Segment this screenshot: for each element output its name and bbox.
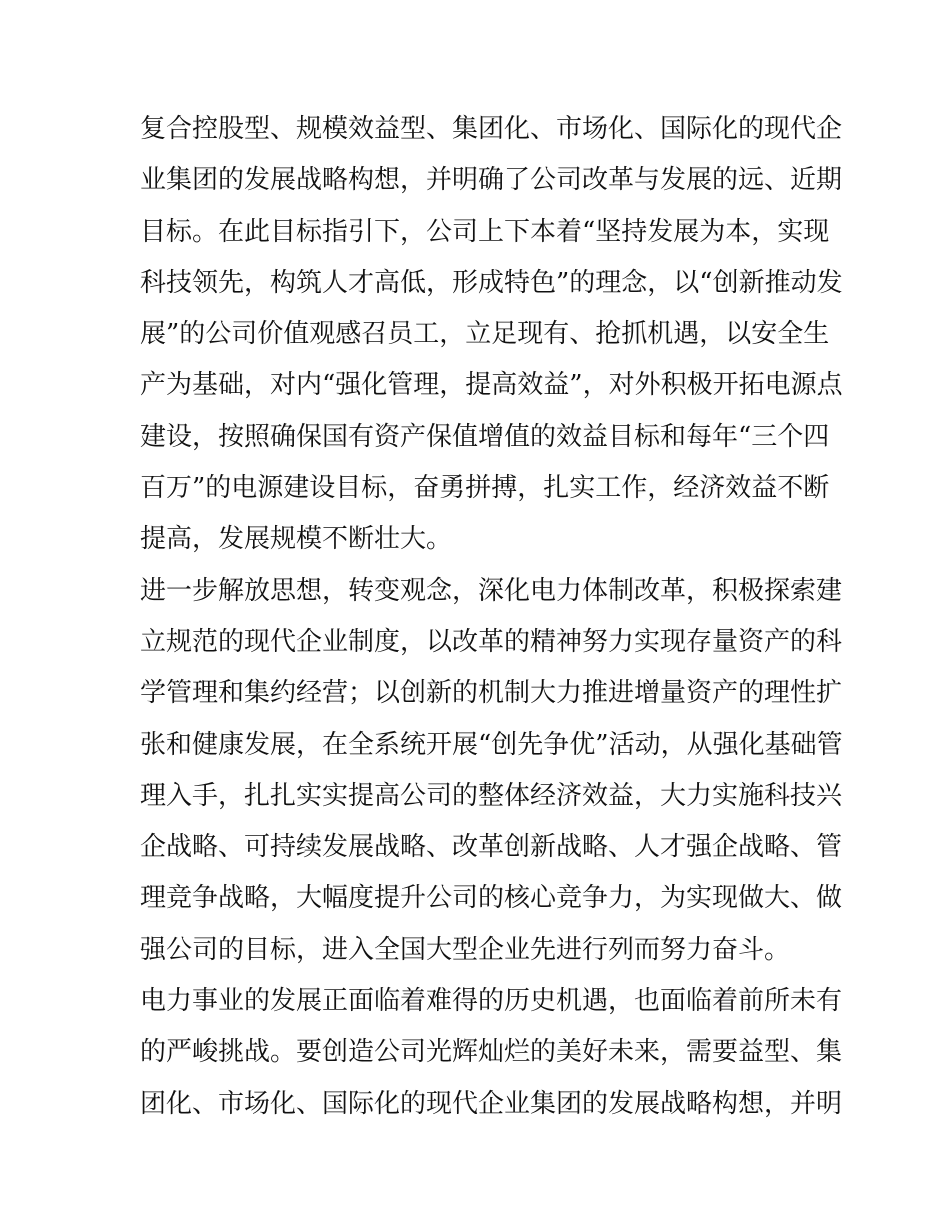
text-line: 复合控股型、规模效益型、集团化、市场化、国际化的现代企	[140, 114, 843, 144]
text-line: 进一步解放思想，转变观念，深化电力体制改革，积极探索建	[140, 575, 843, 606]
text-line: 学管理和集约经营；以创新的机制大力推进增量资产的理性扩	[140, 678, 843, 709]
text-line: 电力事业的发展正面临着难得的历史机遇，也面临着前所未有	[140, 986, 843, 1017]
text-line: 百万”的电源建设目标，奋勇拼搏，扎实工作，经济效益不断	[140, 473, 830, 504]
text-line: 科技领先，构筑人才高低，形成特色”的理念，以“创新推动发	[140, 267, 843, 298]
text-line: 业集团的发展战略构想，并明确了公司改革与发展的远、近期	[140, 165, 843, 196]
text-line: 立规范的现代企业制度，以改革的精神努力实现存量资产的科	[140, 626, 843, 657]
text-line: 企战略、可持续发展战略、改革创新战略、人才强企战略、管	[140, 832, 843, 863]
text-line: 产为基础，对内“强化管理，提高效益”，对外积极开拓电源点	[140, 370, 843, 401]
text-line: 提高，发展规模不断壮大。	[140, 524, 453, 555]
text-line: 的严峻挑战。要创造公司光辉灿烂的美好未来，需要益型、集	[140, 1037, 843, 1068]
paragraph-2	[140, 566, 843, 976]
text-line: 团化、市场化、国际化的现代企业集团的发展战略构想，并明	[140, 1088, 843, 1119]
text-line: 张和健康发展，在全系统开展“创先争优”活动，从强化基础管	[140, 729, 843, 760]
text-line: 展”的公司价值观感召员工，立足现有、抢抓机遇，以安全生	[140, 319, 830, 350]
text-line: 理入手，扎扎实实提高公司的整体经济效益，大力实施科技兴	[140, 780, 843, 811]
text-line: 建设，按照确保国有资产保值增值的效益目标和每年“三个四	[140, 421, 830, 452]
text-line: 强公司的目标，进入全国大型企业先进行列而努力奋斗。	[140, 934, 791, 965]
text-line: 理竞争战略，大幅度提升公司的核心竞争力，为实现做大、做	[140, 883, 843, 914]
paragraph-3	[140, 976, 843, 1130]
document-body	[140, 104, 843, 1130]
text-line: 目标。在此目标指引下，公司上下本着“坚持发展为本，实现	[140, 216, 830, 247]
paragraph-1	[140, 104, 843, 566]
